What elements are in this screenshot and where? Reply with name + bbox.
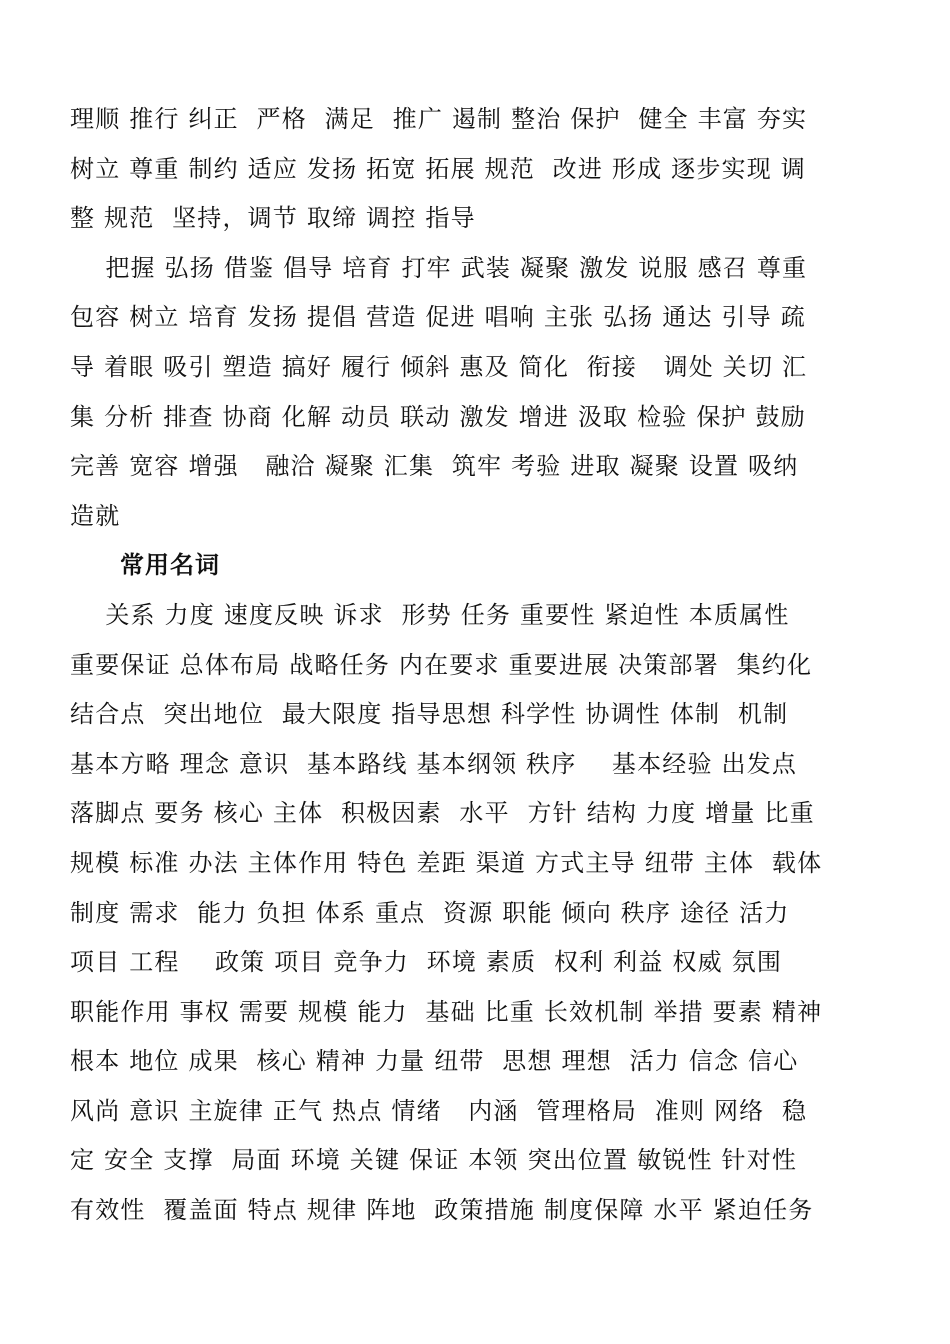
text-line: 造就 xyxy=(70,501,121,530)
text-line: 包容 树立 培育 发扬 提倡 营造 促进 唱响 主张 弘扬 通达 引导 疏 xyxy=(70,303,806,332)
section-heading: 常用名词 xyxy=(120,551,220,580)
text-line: 项目 工程 政策 项目 竞争力 环境 素质 权利 利益 权威 氛围 xyxy=(70,948,783,977)
text-line: 树立 尊重 制约 适应 发扬 拓宽 拓展 规范 改进 形成 逐步实现 调 xyxy=(70,154,806,183)
text-line: 落脚点 要务 核心 主体 积极因素 水平 方针 结构 力度 增量 比重 xyxy=(70,799,815,828)
text-line: 理顺 推行 纠正 严格 满足 推广 遏制 整治 保护 健全 丰富 夯实 xyxy=(70,105,808,133)
text-line: 定 安全 支撑 局面 环境 关键 保证 本领 突出位置 敏锐性 针对性 xyxy=(70,1146,798,1175)
verb-paragraph-1 xyxy=(70,95,882,244)
text-line: 结合点 突出地位 最大限度 指导思想 科学性 协调性 体制 机制 xyxy=(70,700,789,729)
noun-paragraph xyxy=(70,591,882,1236)
text-line: 关系 力度 速度反映 诉求 形势 任务 重要性 紧迫性 本质属性 xyxy=(70,600,790,629)
text-line: 集 分析 排查 协商 化解 动员 联动 激发 增进 汲取 检验 保护 鼓励 xyxy=(70,402,806,431)
text-line: 导 着眼 吸引 塑造 搞好 履行 倾斜 惠及 简化 衔接 调处 关切 汇 xyxy=(70,352,808,381)
text-line: 完善 宽容 增强 融洽 凝聚 汇集 筑牢 考验 进取 凝聚 设置 吸纳 xyxy=(70,452,799,481)
text-line: 把握 弘扬 借鉴 倡导 培育 打牢 武装 凝聚 激发 说服 感召 尊重 xyxy=(70,253,808,282)
text-line: 整 规范 坚持，调节 取缔 调控 指导 xyxy=(70,204,476,233)
document-page xyxy=(70,95,882,1236)
text-line: 有效性 覆盖面 特点 规律 阵地 政策措施 制度保障 水平 紧迫任务 xyxy=(70,1196,814,1225)
text-line: 规模 标准 办法 主体作用 特色 差距 渠道 方式主导 纽带 主体 载体 xyxy=(70,848,823,877)
text-line: 风尚 意识 主旋律 正气 热点 情绪 内涵 管理格局 准则 网络 稳 xyxy=(70,1096,808,1125)
text-line: 制度 需求 能力 负担 体系 重点 资源 职能 倾向 秩序 途径 活力 xyxy=(70,898,790,927)
text-line: 基本方略 理念 意识 基本路线 基本纲领 秩序 基本经验 出发点 xyxy=(70,749,798,778)
text-line: 职能作用 事权 需要 规模 能力 基础 比重 长效机制 举措 要素 精神 xyxy=(70,997,823,1026)
text-line: 重要保证 总体布局 战略任务 内在要求 重要进展 决策部署 集约化 xyxy=(70,650,813,679)
text-line: 根本 地位 成果 核心 精神 力量 纽带 思想 理想 活力 信念 信心 xyxy=(70,1047,799,1076)
verb-paragraph-2 xyxy=(70,244,882,542)
